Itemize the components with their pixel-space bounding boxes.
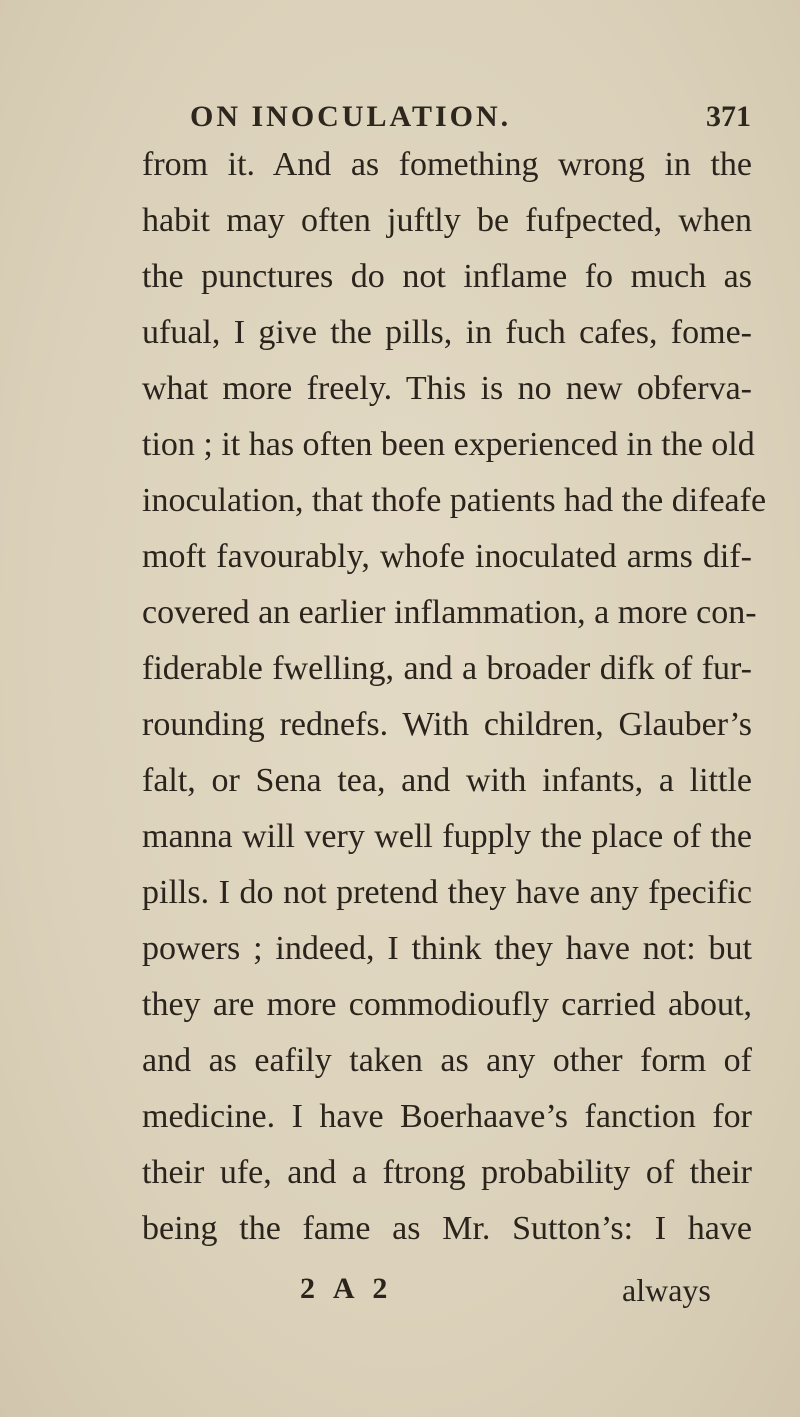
- text-line: covered an earlier inflammation, a more con-: [142, 594, 757, 631]
- text-line: falt, or Sena tea, and with infants, a little: [142, 762, 752, 799]
- text-line: from it. And as fomething wrong in the: [142, 146, 752, 183]
- text-line: inoculation, that thofe patients had the difeafe: [142, 482, 767, 519]
- text-line: manna will very well fupply the place of the: [142, 818, 752, 855]
- page-footer: [0, 1272, 800, 1322]
- running-title: ON INOCULATION.: [190, 100, 512, 133]
- text-line: what more freely. This is no new obferva-: [142, 370, 752, 407]
- text-line: tion ; it has often been experienced in the old: [142, 426, 755, 463]
- text-line: pills. I do not pretend they have any fpecific: [142, 874, 752, 911]
- text-line: moft favourably, whofe inoculated arms dif-: [142, 538, 752, 575]
- text-line: powers ; indeed, I think they have not: but: [142, 930, 752, 967]
- text-line: they are more commodioufly carried about,: [142, 986, 752, 1023]
- text-line: medicine. I have Boerhaave’s fanction for: [142, 1098, 752, 1135]
- text-line: their ufe, and a ftrong probability of their: [142, 1154, 752, 1191]
- text-line: and as eafily taken as any other form of: [142, 1042, 752, 1079]
- text-line: rounding rednefs. With children, Glauber’s: [142, 706, 752, 743]
- text-line: ufual, I give the pills, in fuch cafes, fome-: [142, 314, 752, 351]
- text-line: the punctures do not inflame fo much as: [142, 258, 752, 295]
- page-number: 371: [706, 100, 751, 133]
- signature-mark: 2 A 2: [300, 1272, 394, 1305]
- text-line: fiderable fwelling, and a broader difk of fur-: [142, 650, 752, 687]
- text-line: habit may often juftly be fufpected, when: [142, 202, 752, 239]
- text-line: being the fame as Mr. Sutton’s: I have: [142, 1210, 752, 1247]
- catchword: always: [622, 1272, 711, 1308]
